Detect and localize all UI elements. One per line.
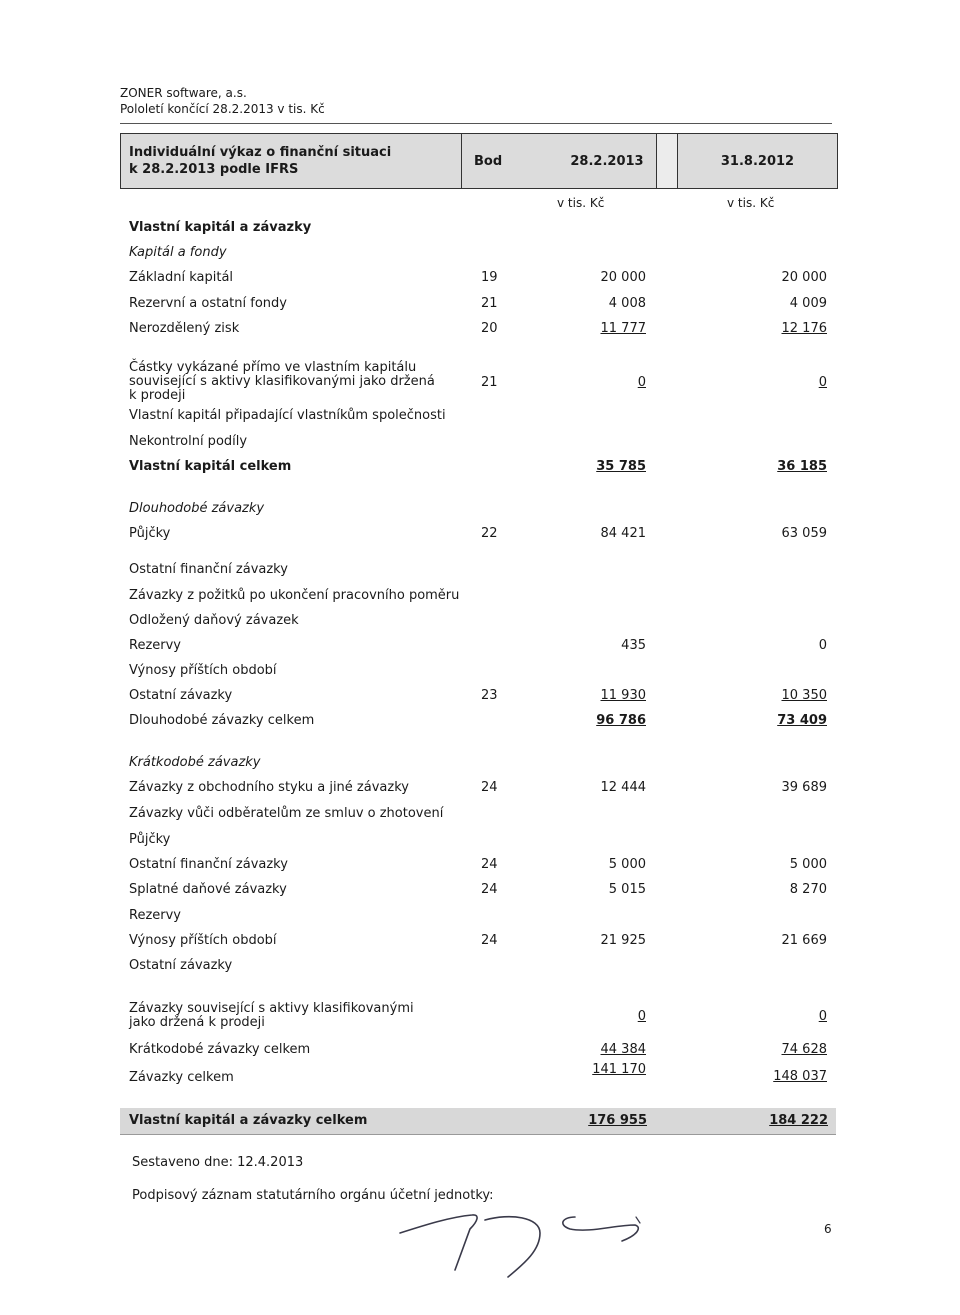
row-label: Závazky z obchodního styku a jiné závazky bbox=[129, 780, 409, 795]
section-heading: Krátkodobé závazky bbox=[129, 755, 261, 770]
table-row bbox=[0, 857, 960, 873]
table-row bbox=[0, 321, 960, 337]
statement-title-line1: Individuální výkaz o finanční situaci bbox=[129, 145, 392, 160]
row-value-prior: 10 350 bbox=[781, 688, 827, 703]
statement-title bbox=[121, 134, 461, 188]
row-value-current: 5 000 bbox=[608, 857, 646, 872]
table-row bbox=[0, 526, 960, 542]
grand-total-label: Vlastní kapitál a závazky celkem bbox=[129, 1113, 368, 1128]
row-label: Ostatní finanční závazky bbox=[129, 857, 288, 872]
row-note: 20 bbox=[481, 321, 498, 336]
row-note: 24 bbox=[481, 882, 498, 897]
row-label: Půjčky bbox=[129, 832, 171, 847]
table-row bbox=[0, 663, 960, 679]
row-value-current: 0 bbox=[637, 1009, 646, 1024]
row-value-prior: 63 059 bbox=[781, 526, 827, 541]
row-value-current: 435 bbox=[621, 638, 646, 653]
row-value-current: 84 421 bbox=[600, 526, 646, 541]
signature-label: Podpisový záznam statutárního orgánu účetní jednotky: bbox=[132, 1188, 494, 1203]
row-value-current: 11 777 bbox=[600, 321, 646, 336]
table-row bbox=[0, 958, 960, 974]
row-value-prior: 73 409 bbox=[777, 713, 827, 728]
row-label: Půjčky bbox=[129, 526, 171, 541]
report-period: Pololetí končící 28.2.2013 v tis. Kč bbox=[120, 102, 325, 116]
row-value-current: 35 785 bbox=[596, 459, 646, 474]
row-label: Závazky celkem bbox=[129, 1070, 234, 1085]
row-note: 24 bbox=[481, 857, 498, 872]
row-label: Částky vykázané přímo ve vlastním kapitálu související s aktivy klasifikovanými jako držená k prodeji bbox=[129, 360, 435, 403]
table-row bbox=[0, 501, 960, 517]
table-row bbox=[0, 933, 960, 949]
row-label: Závazky vůči odběratelům ze smluv o zhotovení bbox=[129, 806, 444, 821]
row-value-prior: 36 185 bbox=[777, 459, 827, 474]
table-row bbox=[0, 713, 960, 729]
row-value-current: 5 015 bbox=[608, 882, 646, 897]
row-value-prior: 21 669 bbox=[781, 933, 827, 948]
row-label: Výnosy příštích období bbox=[129, 663, 277, 678]
table-row bbox=[0, 360, 960, 403]
row-note: 21 bbox=[481, 375, 498, 390]
table-row bbox=[0, 780, 960, 796]
table-row bbox=[0, 562, 960, 578]
row-label: Závazky z požitků po ukončení pracovního poměru bbox=[129, 588, 460, 603]
row-label: Dlouhodobé závazky celkem bbox=[129, 713, 315, 728]
row-value-prior: 20 000 bbox=[781, 270, 827, 285]
row-label: Nerozdělený zisk bbox=[129, 321, 240, 336]
row-value-prior: 4 009 bbox=[789, 296, 827, 311]
row-label: Rezervy bbox=[129, 638, 181, 653]
handwritten-signature bbox=[390, 1195, 650, 1285]
table-row bbox=[0, 755, 960, 771]
row-value-prior: 0 bbox=[818, 1009, 827, 1024]
row-note: 24 bbox=[481, 933, 498, 948]
row-value-current: 21 925 bbox=[600, 933, 646, 948]
row-value-current: 4 008 bbox=[608, 296, 646, 311]
column-separator bbox=[656, 134, 678, 188]
table-row bbox=[0, 408, 960, 424]
table-header bbox=[120, 133, 838, 189]
row-value-prior: 74 628 bbox=[781, 1042, 827, 1057]
table-row bbox=[0, 1042, 960, 1058]
column-header-current: 28.2.2013 bbox=[570, 154, 644, 169]
row-value-current: 44 384 bbox=[600, 1042, 646, 1057]
row-label: Rezervy bbox=[129, 908, 181, 923]
table-row bbox=[0, 270, 960, 286]
column-header-prior: 31.8.2012 bbox=[720, 154, 795, 169]
row-value-prior: 148 037 bbox=[773, 1069, 827, 1084]
table-row bbox=[0, 245, 960, 261]
compiled-date: Sestaveno dne: 12.4.2013 bbox=[132, 1155, 304, 1170]
row-value-prior: 12 176 bbox=[781, 321, 827, 336]
row-value-current: 12 444 bbox=[600, 780, 646, 795]
table-row bbox=[0, 638, 960, 654]
row-value-prior: 0 bbox=[818, 375, 827, 390]
table-row bbox=[0, 296, 960, 312]
unit-current: v tis. Kč bbox=[557, 196, 605, 210]
row-label: Ostatní závazky bbox=[129, 688, 233, 703]
table-row bbox=[0, 1062, 960, 1085]
row-label: Ostatní finanční závazky bbox=[129, 562, 288, 577]
row-label: Vlastní kapitál připadající vlastníkům společnosti bbox=[129, 408, 446, 423]
row-label: Základní kapitál bbox=[129, 270, 234, 285]
table-row bbox=[0, 588, 960, 604]
row-label: Závazky související s aktivy klasifikovanými jako držená k prodeji bbox=[129, 1001, 414, 1030]
row-note: 19 bbox=[481, 270, 498, 285]
table-row bbox=[0, 1001, 960, 1030]
column-header-note: Bod bbox=[461, 134, 558, 188]
table-row bbox=[0, 806, 960, 822]
row-note: 22 bbox=[481, 526, 498, 541]
row-value-prior: 0 bbox=[818, 638, 827, 653]
row-label: Splatné daňové závazky bbox=[129, 882, 287, 897]
row-label: Vlastní kapitál celkem bbox=[129, 459, 292, 474]
grand-total-current: 176 955 bbox=[588, 1113, 647, 1128]
table-row bbox=[0, 434, 960, 450]
grand-total-prior: 184 222 bbox=[769, 1113, 828, 1128]
row-note: 24 bbox=[481, 780, 498, 795]
row-label: Krátkodobé závazky celkem bbox=[129, 1042, 311, 1057]
table-row bbox=[0, 882, 960, 898]
row-label: Ostatní závazky bbox=[129, 958, 233, 973]
table-row bbox=[0, 832, 960, 848]
company-name: ZONER software, a.s. bbox=[120, 86, 247, 100]
row-value-prior: 39 689 bbox=[781, 780, 827, 795]
row-value-current: 0 bbox=[637, 375, 646, 390]
table-row bbox=[0, 613, 960, 629]
unit-prior: v tis. Kč bbox=[727, 196, 775, 210]
table-row bbox=[0, 908, 960, 924]
section-heading: Dlouhodobé závazky bbox=[129, 501, 265, 516]
page-number: 6 bbox=[824, 1222, 832, 1236]
row-label: Vlastní kapitál a závazky bbox=[129, 220, 312, 235]
row-value-prior: 5 000 bbox=[789, 857, 827, 872]
row-value-current: 141 170 bbox=[592, 1062, 646, 1077]
row-label: Rezervní a ostatní fondy bbox=[129, 296, 287, 311]
table-row bbox=[0, 459, 960, 475]
statement-title-line2: k 28.2.2013 podle IFRS bbox=[129, 162, 299, 177]
row-value-current: 11 930 bbox=[600, 688, 646, 703]
row-note: 23 bbox=[481, 688, 498, 703]
grand-total-row bbox=[120, 1108, 836, 1135]
table-row bbox=[0, 220, 960, 236]
row-label: Odložený daňový závazek bbox=[129, 613, 299, 628]
row-note: 21 bbox=[481, 296, 498, 311]
header-rule bbox=[120, 123, 832, 124]
row-value-prior: 8 270 bbox=[789, 882, 827, 897]
row-value-current: 96 786 bbox=[596, 713, 646, 728]
section-heading: Kapitál a fondy bbox=[129, 245, 227, 260]
table-row bbox=[0, 688, 960, 704]
row-label: Výnosy příštích období bbox=[129, 933, 277, 948]
row-label: Nekontrolní podíly bbox=[129, 434, 248, 449]
row-value-current: 20 000 bbox=[600, 270, 646, 285]
